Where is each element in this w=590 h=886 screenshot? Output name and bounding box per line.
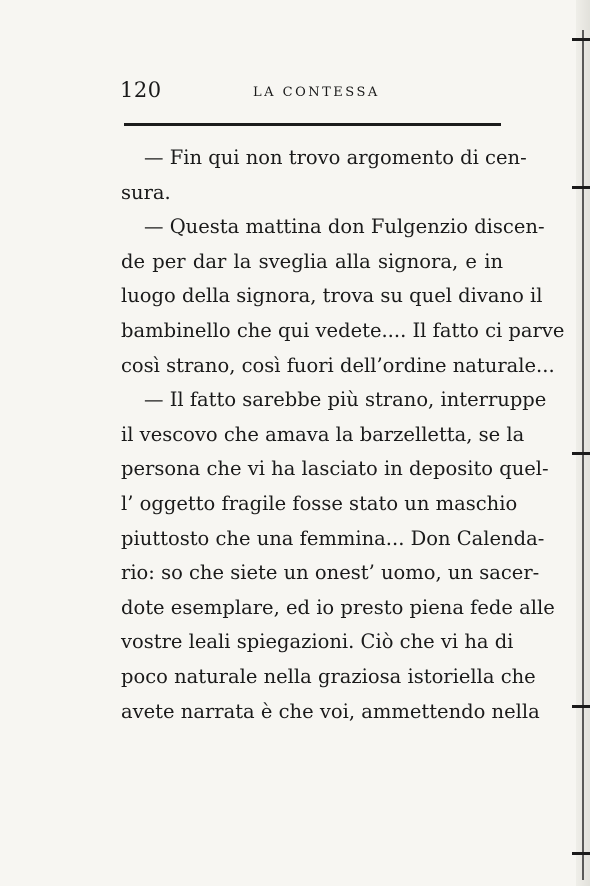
edge-mark <box>572 38 590 41</box>
page-number: 120 <box>120 78 162 102</box>
body-text <box>121 141 565 729</box>
text-line: sura. <box>121 180 171 204</box>
text-line: così strano, così fuori dell’ordine naturale... <box>121 353 555 377</box>
text-line: l’ oggetto fragile fosse stato un maschio <box>121 491 518 515</box>
text-line: de per dar la sveglia alla signora, e in <box>121 249 503 273</box>
binding-edge-line <box>582 30 584 880</box>
text-line: — Questa mattina don Fulgenzio discen- <box>144 215 545 239</box>
running-title: LA CONTESSA <box>253 85 380 100</box>
edge-mark <box>572 452 590 455</box>
text-line: poco naturale nella graziosa istoriella che <box>121 664 536 688</box>
header-rule <box>124 123 501 126</box>
edge-mark <box>572 186 590 189</box>
text-line: dote esemplare, ed io presto piena fede alle <box>121 595 555 619</box>
text-line: persona che vi ha lasciato in deposito quel- <box>121 457 549 481</box>
edge-mark <box>572 852 590 855</box>
text-line: — Il fatto sarebbe più strano, interruppe <box>144 388 547 412</box>
text-line: piuttosto che una femmina... Don Calenda- <box>121 526 545 550</box>
text-line: vostre leali spiegazioni. Ciò che vi ha di <box>121 630 514 654</box>
edge-mark <box>572 705 590 708</box>
text-line: rio: so che siete un onest’ uomo, un sacer- <box>121 561 540 585</box>
text-line: avete narrata è che voi, ammettendo nella <box>121 699 540 723</box>
text-line: bambinello che qui vedete.... Il fatto ci parve <box>121 318 565 342</box>
text-line: il vescovo che amava la barzelletta, se la <box>121 422 525 446</box>
text-line: luogo della signora, trova su quel divano il <box>121 284 543 308</box>
page-header <box>120 78 500 108</box>
text-line: — Fin qui non trovo argomento di cen- <box>144 146 527 169</box>
